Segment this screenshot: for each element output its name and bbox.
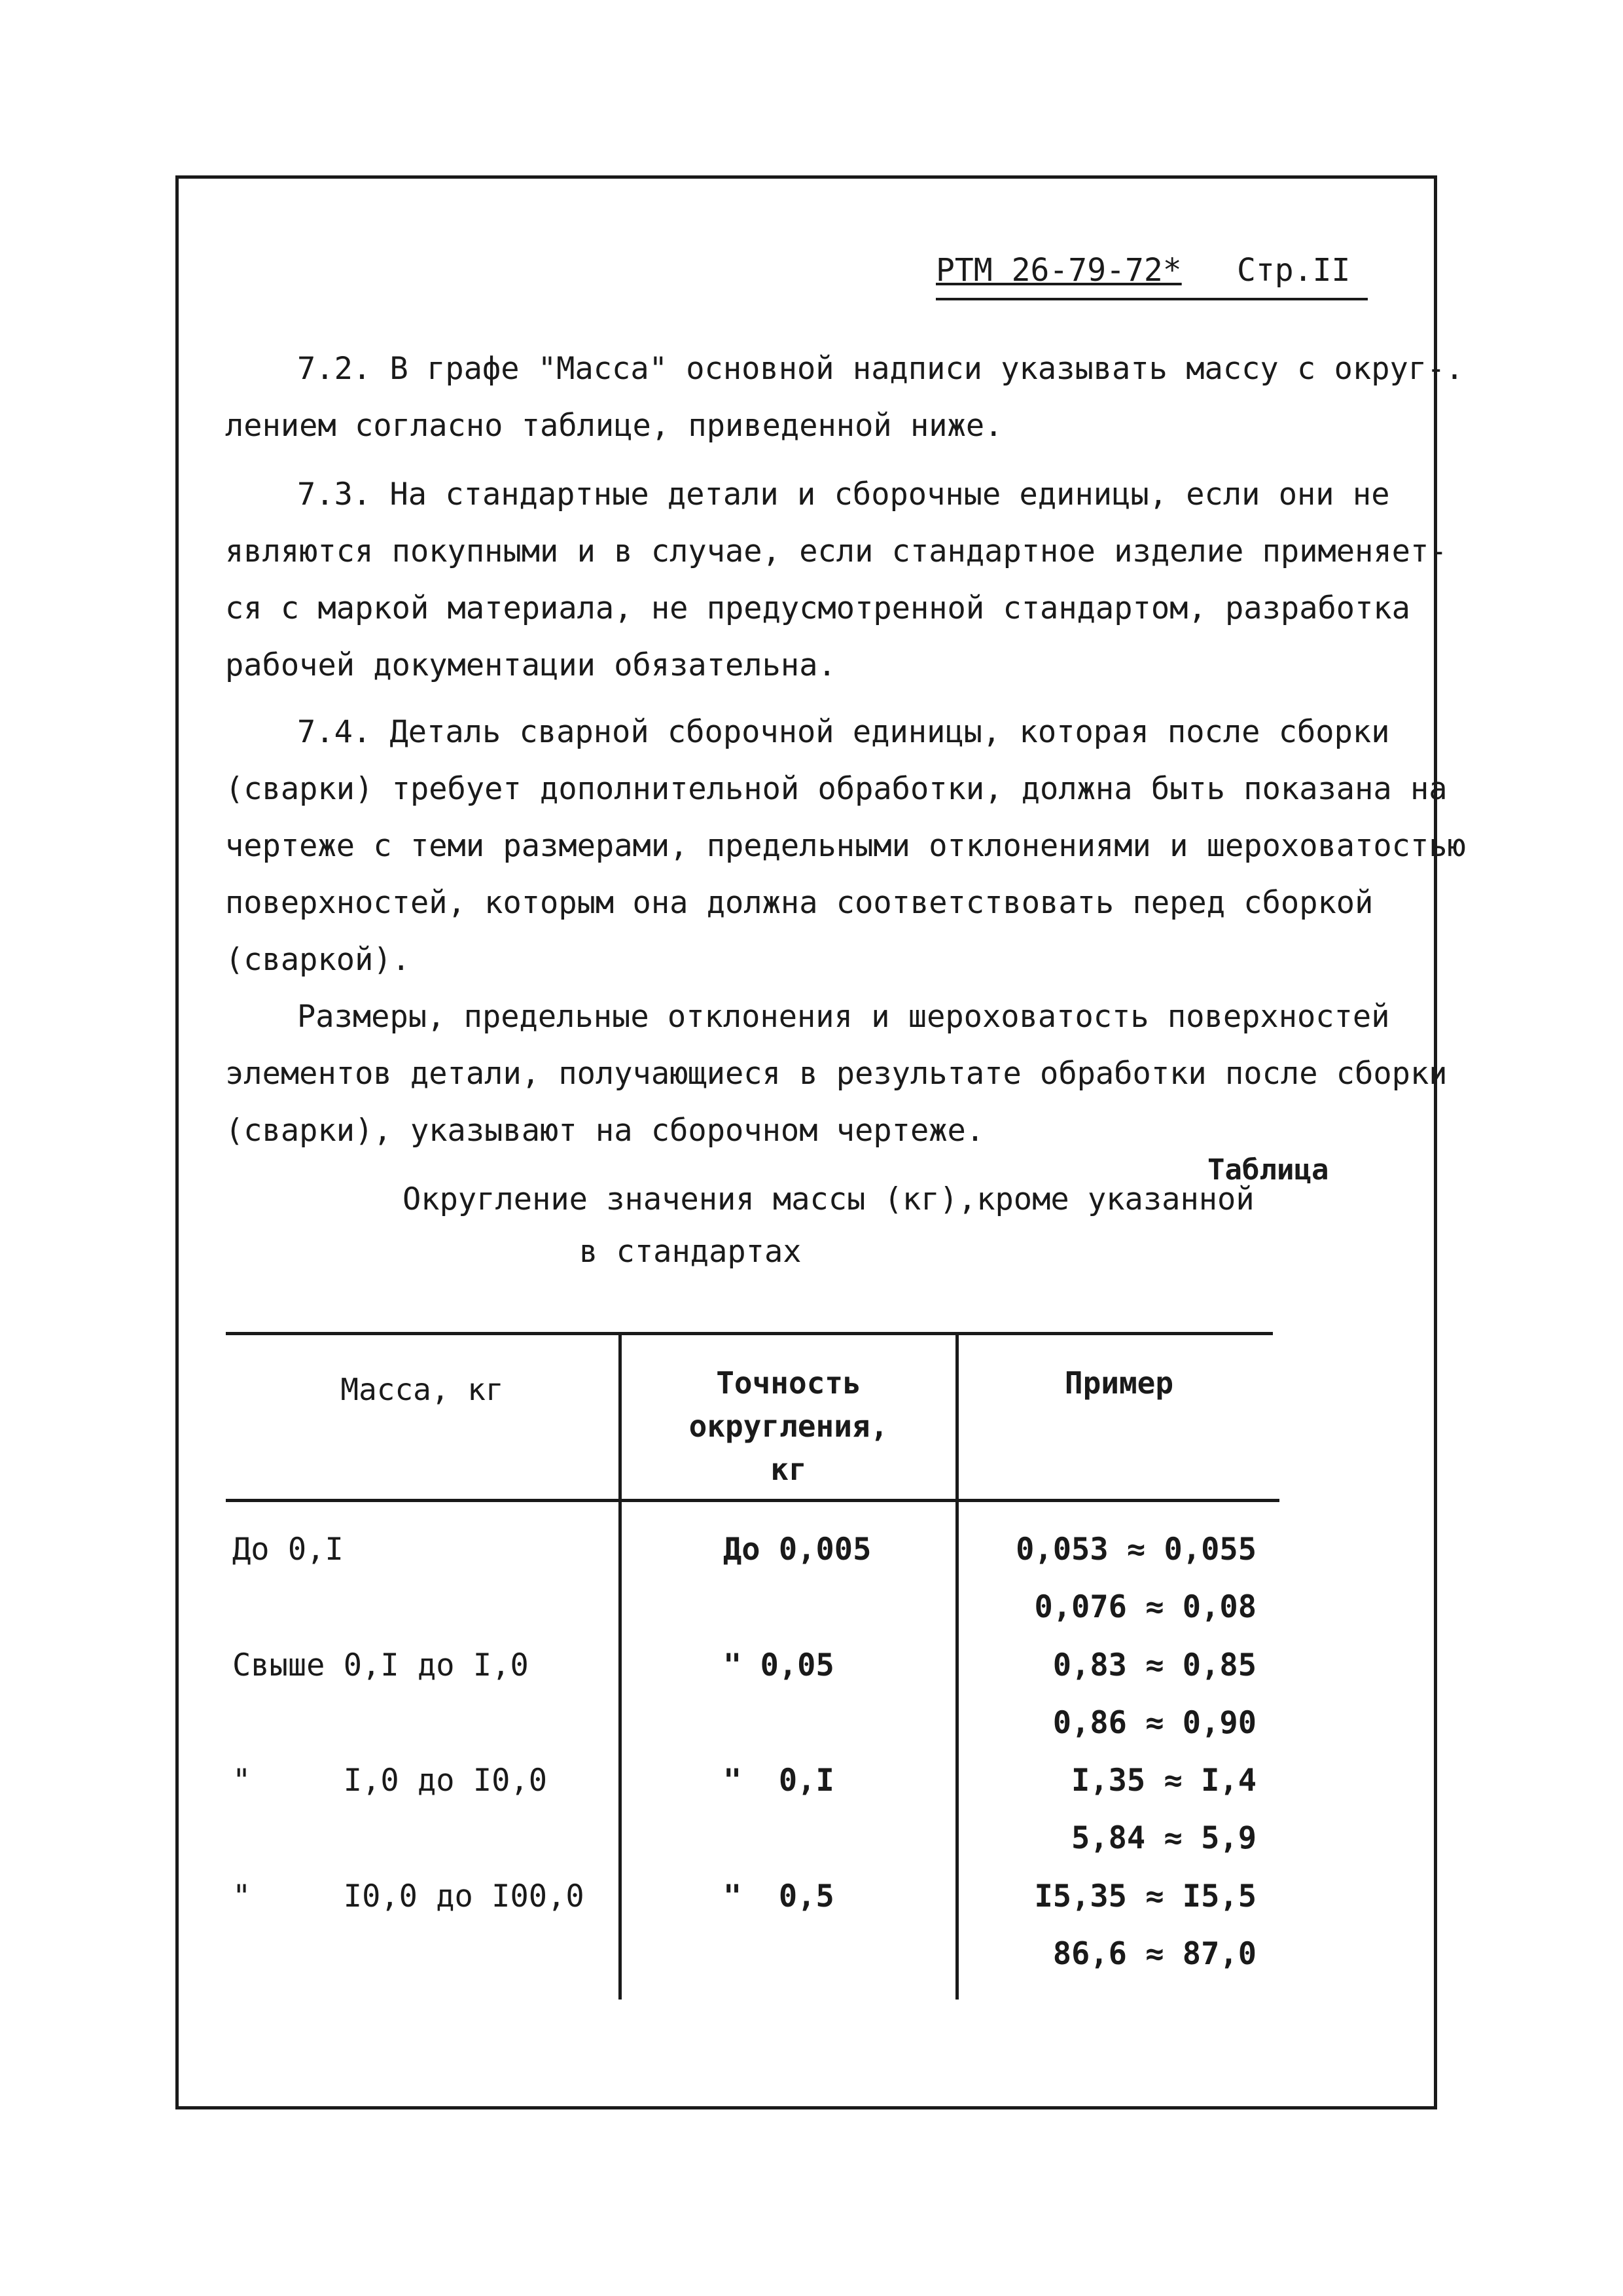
row-example: 5,84 ≈ 5,9 xyxy=(1071,1820,1257,1856)
row-example: 0,83 ≈ 0,85 xyxy=(1052,1647,1257,1683)
paragraph-line: (сваркой). xyxy=(225,942,410,978)
row-example: I5,35 ≈ I5,5 xyxy=(1034,1878,1257,1914)
row-mass: " I,0 до I0,0 xyxy=(232,1763,548,1799)
paragraph-line: рабочей документации обязательна. xyxy=(225,647,836,683)
paragraph-line: элементов детали, получающиеся в результате обработки после сборки xyxy=(225,1056,1448,1092)
document-code: РТМ 26-79-72* xyxy=(936,252,1182,289)
row-precision: " 0,5 xyxy=(723,1878,834,1914)
paragraph-7-2 xyxy=(225,340,1464,454)
table-header-border xyxy=(226,1499,1279,1502)
header-precision-line3: кг xyxy=(770,1452,807,1487)
table-column-divider xyxy=(955,1332,959,2000)
table-top-border xyxy=(226,1332,1273,1335)
paragraph-line: поверхностей, которым она должна соответствовать перед сборкой xyxy=(225,885,1374,921)
paragraph-line: чертеже с теми размерами, предельными отклонениями и шероховатостью xyxy=(225,828,1466,864)
header-precision-line1: Точность xyxy=(716,1365,861,1401)
table-title-line2: в стандартах xyxy=(579,1234,802,1270)
paragraph-line: 7.2. В графе "Масса" основной надписи указывать массу с округ-. xyxy=(297,351,1464,387)
row-example: I,35 ≈ I,4 xyxy=(1071,1763,1257,1799)
row-precision: " 0,05 xyxy=(723,1647,834,1683)
row-mass: " I0,0 до I00,0 xyxy=(232,1878,584,1914)
row-precision: " 0,I xyxy=(723,1763,834,1799)
paragraph-7-3 xyxy=(225,466,1448,694)
paragraph-sizes xyxy=(225,988,1448,1159)
paragraph-line: лением согласно таблице, приведенной ниже. xyxy=(225,408,1003,444)
paragraph-line: 7.4. Деталь сварной сборочной единицы, которая после сборки xyxy=(297,714,1390,750)
table-title: Округление значения массы (кг),кроме указанной xyxy=(402,1181,1255,1217)
paragraph-line: (сварки), указывают на сборочном чертеже. xyxy=(225,1113,985,1149)
row-example: 0,076 ≈ 0,08 xyxy=(1034,1589,1257,1625)
row-mass: До 0,I xyxy=(232,1532,344,1568)
header-mass: Масса, кг xyxy=(340,1372,504,1407)
paragraph-7-4 xyxy=(225,704,1466,988)
paragraph-line: ся с маркой материала, не предусмотренной стандартом, разработка xyxy=(225,590,1410,626)
row-example: 86,6 ≈ 87,0 xyxy=(1052,1936,1257,1972)
rounding-table xyxy=(226,1332,1279,2006)
page-number: Стр.II xyxy=(1237,252,1351,289)
header-example: Пример xyxy=(1064,1365,1174,1401)
header-precision-line2: округления, xyxy=(688,1408,889,1444)
row-example: 0,053 ≈ 0,055 xyxy=(1016,1532,1257,1568)
paragraph-line: 7.3. На стандартные детали и сборочные единицы, если они не xyxy=(297,476,1390,512)
page-header xyxy=(936,252,1368,300)
paragraph-line: Размеры, предельные отклонения и шероховатость поверхностей xyxy=(297,999,1390,1035)
row-example: 0,86 ≈ 0,90 xyxy=(1052,1705,1257,1741)
paragraph-line: являются покупными и в случае, если стандартное изделие применяет- xyxy=(225,533,1448,569)
row-mass: Свыше 0,I до I,0 xyxy=(232,1647,529,1683)
paragraph-line: (сварки) требует дополнительной обработки, должна быть показана на xyxy=(225,771,1448,807)
row-precision: До 0,005 xyxy=(723,1532,872,1568)
table-label: Таблица xyxy=(1207,1153,1329,1187)
